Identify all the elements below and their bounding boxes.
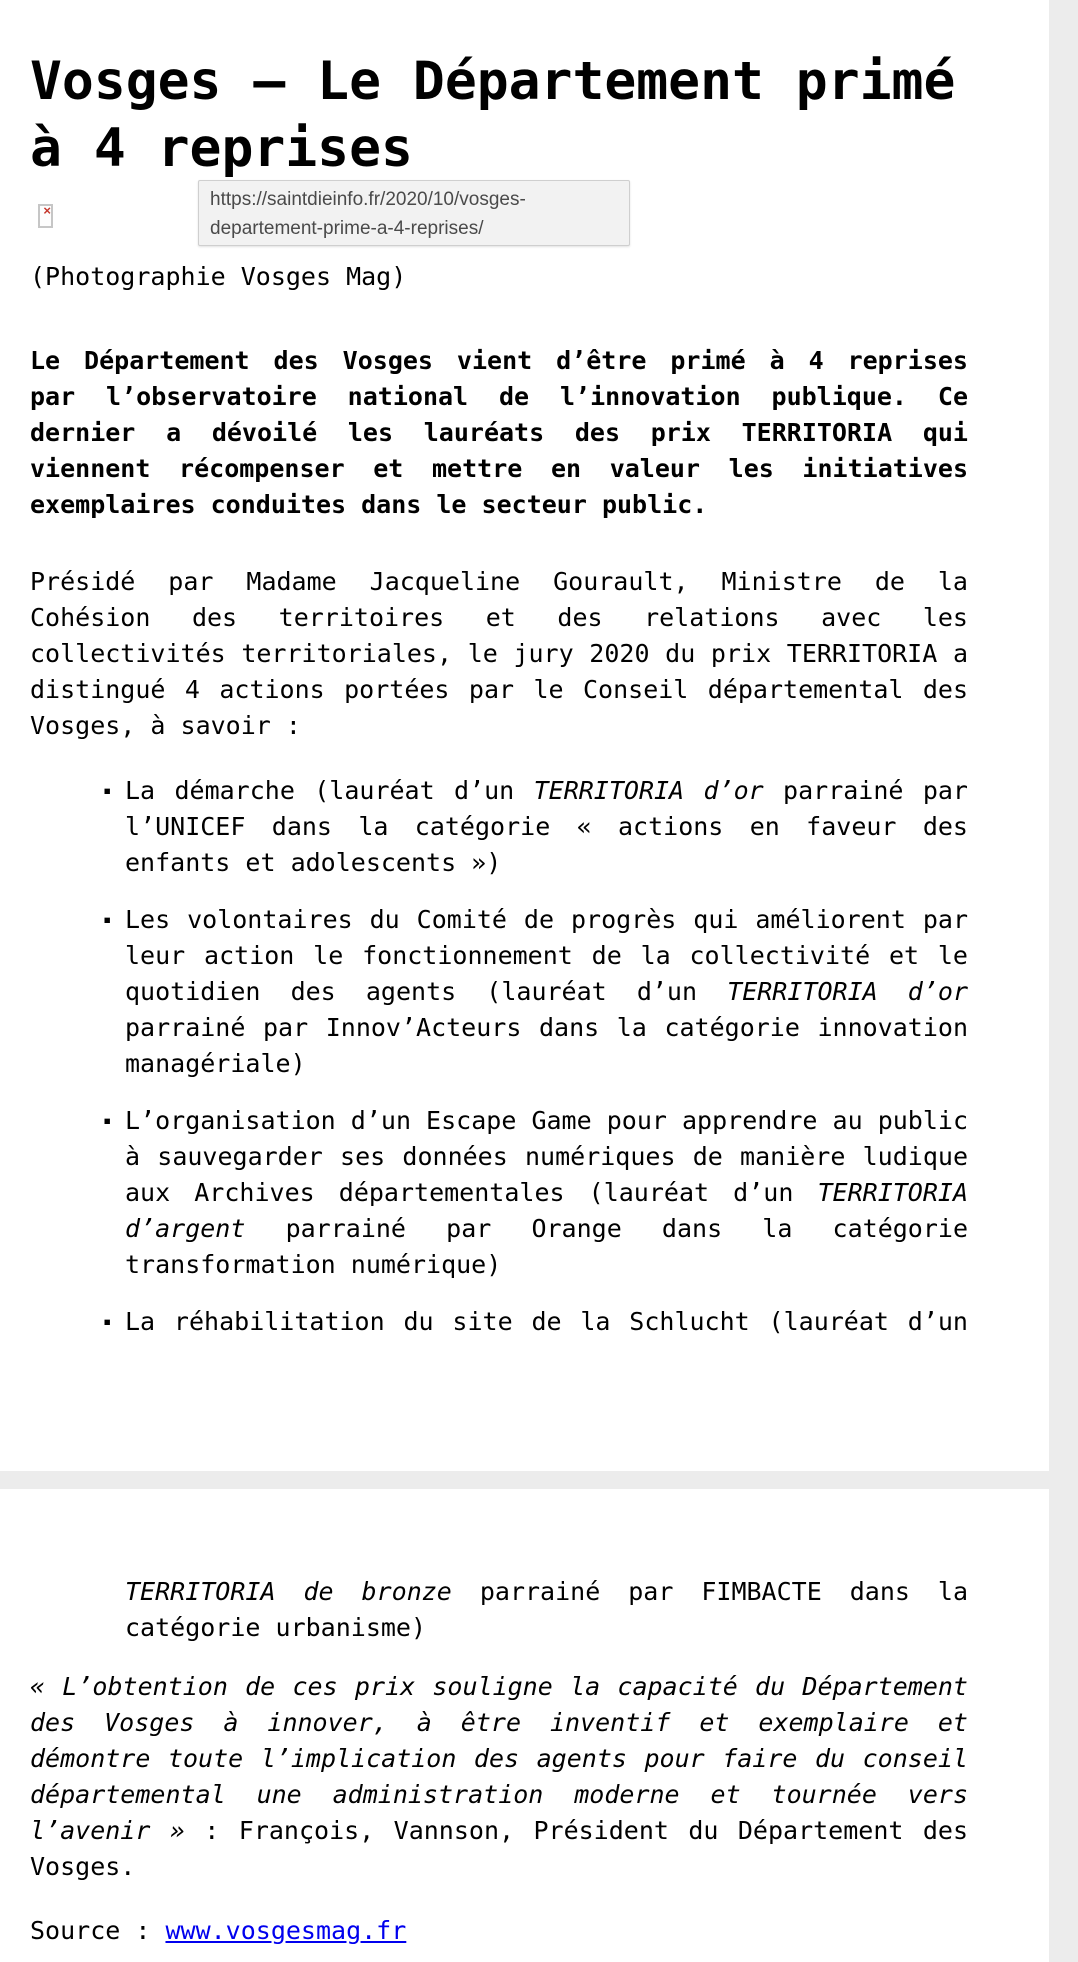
text-line: transformation numérique) <box>125 1250 502 1279</box>
source-line <box>30 1913 968 1949</box>
broken-image-icon[interactable] <box>38 204 53 228</box>
text-line: aux Archives départementales (lauréat d’un TERRITORIA <box>125 1178 968 1207</box>
list-item-continuation <box>125 1574 968 1646</box>
text-line: collectivités territoriales, le jury 2020 du prix TERRITORIA a <box>30 639 968 668</box>
text-line: des Vosges à innover, à être inventif et exemplaire et <box>30 1708 968 1737</box>
text-line: à 4 reprises <box>30 117 413 179</box>
text-line: enfants et adolescents ») <box>125 848 502 877</box>
text-line: departement-prime-a-4-reprises/ <box>210 218 484 239</box>
text-line: par l’observatoire national de l’innovation publique. Ce <box>30 382 968 411</box>
text-line: https://saintdieinfo.fr/2020/10/vosges- <box>210 189 526 210</box>
list-item <box>30 773 968 881</box>
text-line: leur action le fonctionnement de la collectivité et le <box>125 941 968 970</box>
intro-paragraph <box>30 343 968 523</box>
text-line: Cohésion des territoires et des relations avec les <box>30 603 968 632</box>
text-line: ▪ L’organisation d’un Escape Game pour apprendre au public <box>125 1106 968 1135</box>
text-line: Le Département des Vosges vient d’être primé à 4 reprises <box>30 346 968 375</box>
text-line: ▪ La démarche (lauréat d’un TERRITORIA d’or parrainé par <box>125 776 968 805</box>
list-item <box>30 1103 968 1283</box>
text-line: l’avenir » : François, Vannson, Président du Département des <box>30 1816 968 1845</box>
photo-caption: (Photographie Vosges Mag) <box>30 262 407 291</box>
list-item <box>30 902 968 1082</box>
list-item <box>30 1304 968 1340</box>
text-line: « L’obtention de ces prix souligne la capacité du Département <box>30 1672 968 1701</box>
text-line: démontre toute l’implication des agents pour faire du conseil <box>30 1744 968 1773</box>
text-line: ▪ La réhabilitation du site de la Schlucht (lauréat d’un <box>125 1307 968 1336</box>
text-line: Présidé par Madame Jacqueline Gourault, Ministre de la <box>30 567 968 596</box>
text-line: d’argent parrainé par Orange dans la catégorie <box>125 1214 968 1243</box>
url-tooltip <box>198 180 630 246</box>
article-title <box>30 48 990 182</box>
text-line: exemplaires conduites dans le secteur public. <box>30 490 708 519</box>
text-line: ▪ Les volontaires du Comité de progrès qui améliorent par <box>125 905 968 934</box>
text-line: catégorie urbanisme) <box>125 1613 427 1642</box>
text-line: départemental une administration moderne et tournée vers <box>30 1780 968 1809</box>
text-line: viennent récompenser et mettre en valeur les initiatives <box>30 454 968 483</box>
text-line: Vosges. <box>30 1852 136 1881</box>
source-label: Source : <box>30 1916 166 1945</box>
text-line: à sauvegarder ses données numériques de manière ludique <box>125 1142 968 1171</box>
text-line: l’UNICEF dans la catégorie « actions en faveur des <box>125 812 968 841</box>
quote-paragraph <box>30 1669 968 1885</box>
body-paragraph <box>30 564 968 744</box>
text-line: dernier a dévoilé les lauréats des prix TERRITORIA qui <box>30 418 968 447</box>
text-line: Vosges — Le Département primé <box>30 50 956 112</box>
text-line: quotidien des agents (lauréat d’un TERRITORIA d’or <box>125 977 968 1006</box>
award-list <box>30 773 968 1361</box>
text-line: distingué 4 actions portées par le Conseil départemental des <box>30 675 968 704</box>
text-line: parrainé par Innov’Acteurs dans la catégorie innovation <box>125 1013 968 1042</box>
broken-image-x-glyph: × <box>43 203 51 218</box>
text-line: TERRITORIA de bronze parrainé par FIMBACTE dans la <box>125 1577 969 1606</box>
text-line: Vosges, à savoir : <box>30 711 301 740</box>
source-link[interactable]: www.vosgesmag.fr <box>165 1916 407 1945</box>
page-2 <box>0 1489 1049 1962</box>
text-line: managériale) <box>125 1049 306 1078</box>
